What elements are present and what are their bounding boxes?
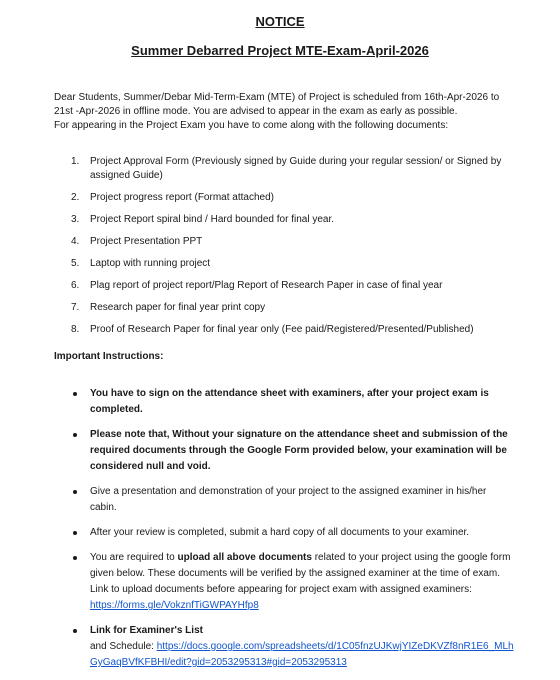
- bullet-icon: [73, 392, 77, 396]
- intro-line-2: For appearing in the Project Exam you have to come along with the following documents:: [54, 120, 449, 131]
- list-item-number: 3.: [71, 214, 80, 225]
- schedule-label: and Schedule:: [90, 641, 157, 652]
- list-item-text: Research paper for final year print copy: [90, 302, 266, 313]
- bullet-icon: [73, 490, 77, 494]
- instruction-text: You have to sign on the attendance sheet with examiners, after your project exam is completed.: [90, 388, 489, 415]
- bullet-icon: [73, 556, 77, 560]
- list-item: [54, 323, 514, 337]
- list-item-number: 6.: [71, 280, 80, 291]
- instruction-item: [54, 550, 514, 614]
- list-item: [54, 191, 514, 205]
- instruction-item: [54, 427, 514, 475]
- list-item-text: Project Report spiral bind / Hard bounded for final year.: [90, 214, 335, 225]
- list-item-number: 8.: [71, 324, 80, 335]
- list-item: [54, 213, 514, 227]
- list-item: [54, 257, 514, 271]
- intro-paragraph: [54, 91, 504, 133]
- instruction-text-pre: You are required to: [90, 552, 178, 563]
- list-item-text: Proof of Research Paper for final year only (Fee paid/Registered/Presented/Published): [90, 324, 474, 335]
- examiner-schedule-link[interactable]: https://docs.google.com/spreadsheets/d/1C05fnzUJKwjYIZeDKVZf8nR1E6_MLhGyGaqBVfKFBHI/edit?gid=2053295313#gid=2053295313: [90, 641, 514, 668]
- list-item-number: 2.: [71, 192, 80, 203]
- page-subtitle: Summer Debarred Project MTE-Exam-April-2026: [131, 43, 429, 58]
- list-item-text: Laptop with running project: [90, 258, 211, 269]
- list-item-text: Plag report of project report/Plag Report of Research Paper in case of final year: [90, 280, 443, 291]
- intro-line-1: Dear Students, Summer/Debar Mid-Term-Exam (MTE) of Project is scheduled from 16th-Apr-2026 to 21st -Apr-2026 in offline mode. You are advised to appear in the exam as early as possible.: [54, 92, 500, 117]
- bullet-icon: [73, 531, 77, 535]
- list-item-number: 4.: [71, 236, 80, 247]
- list-item-number: 1.: [71, 156, 80, 167]
- page-title: NOTICE: [255, 14, 305, 29]
- list-item-number: 7.: [71, 302, 80, 313]
- documents-list: [54, 155, 514, 345]
- instruction-item: [54, 386, 514, 418]
- list-item-text: Project progress report (Format attached): [90, 192, 274, 203]
- instruction-text-post: related to your project using the google form given below. These documents will be verified by the assigned examiner at the time of exam. Link to upload documents before appearing for project exam with assigned examiners:: [90, 552, 511, 595]
- instruction-text: Please note that, Without your signature on the attendance sheet and submission of the required documents through the Google Form provided below, your examination will be considered null and void.: [90, 429, 508, 472]
- list-item: [54, 279, 514, 293]
- list-item-text: Project Approval Form (Previously signed by Guide during your regular session/ or Signed by assigned Guide): [90, 156, 502, 181]
- google-form-link[interactable]: https://forms.gle/VokznfTiGWPAYHfp8: [90, 600, 259, 611]
- list-item: [54, 235, 514, 249]
- bullet-icon: [73, 629, 77, 633]
- list-item-text: Project Presentation PPT: [90, 236, 203, 247]
- instruction-item: [54, 484, 514, 516]
- instruction-text: Give a presentation and demonstration of your project to the assigned examiner in his/her cabin.: [90, 486, 487, 513]
- list-item: [54, 155, 514, 183]
- instruction-item: [54, 623, 514, 671]
- instructions-heading: Important Instructions:: [54, 351, 164, 362]
- bullet-icon: [73, 433, 77, 437]
- list-item: [54, 301, 514, 315]
- instructions-list: [54, 386, 514, 680]
- instruction-item: [54, 525, 514, 541]
- examiner-list-heading: Link for Examiner's List: [90, 625, 203, 636]
- instruction-text-bold: upload all above documents: [177, 552, 312, 563]
- instruction-text: After your review is completed, submit a hard copy of all documents to your examiner.: [90, 527, 470, 538]
- list-item-number: 5.: [71, 258, 80, 269]
